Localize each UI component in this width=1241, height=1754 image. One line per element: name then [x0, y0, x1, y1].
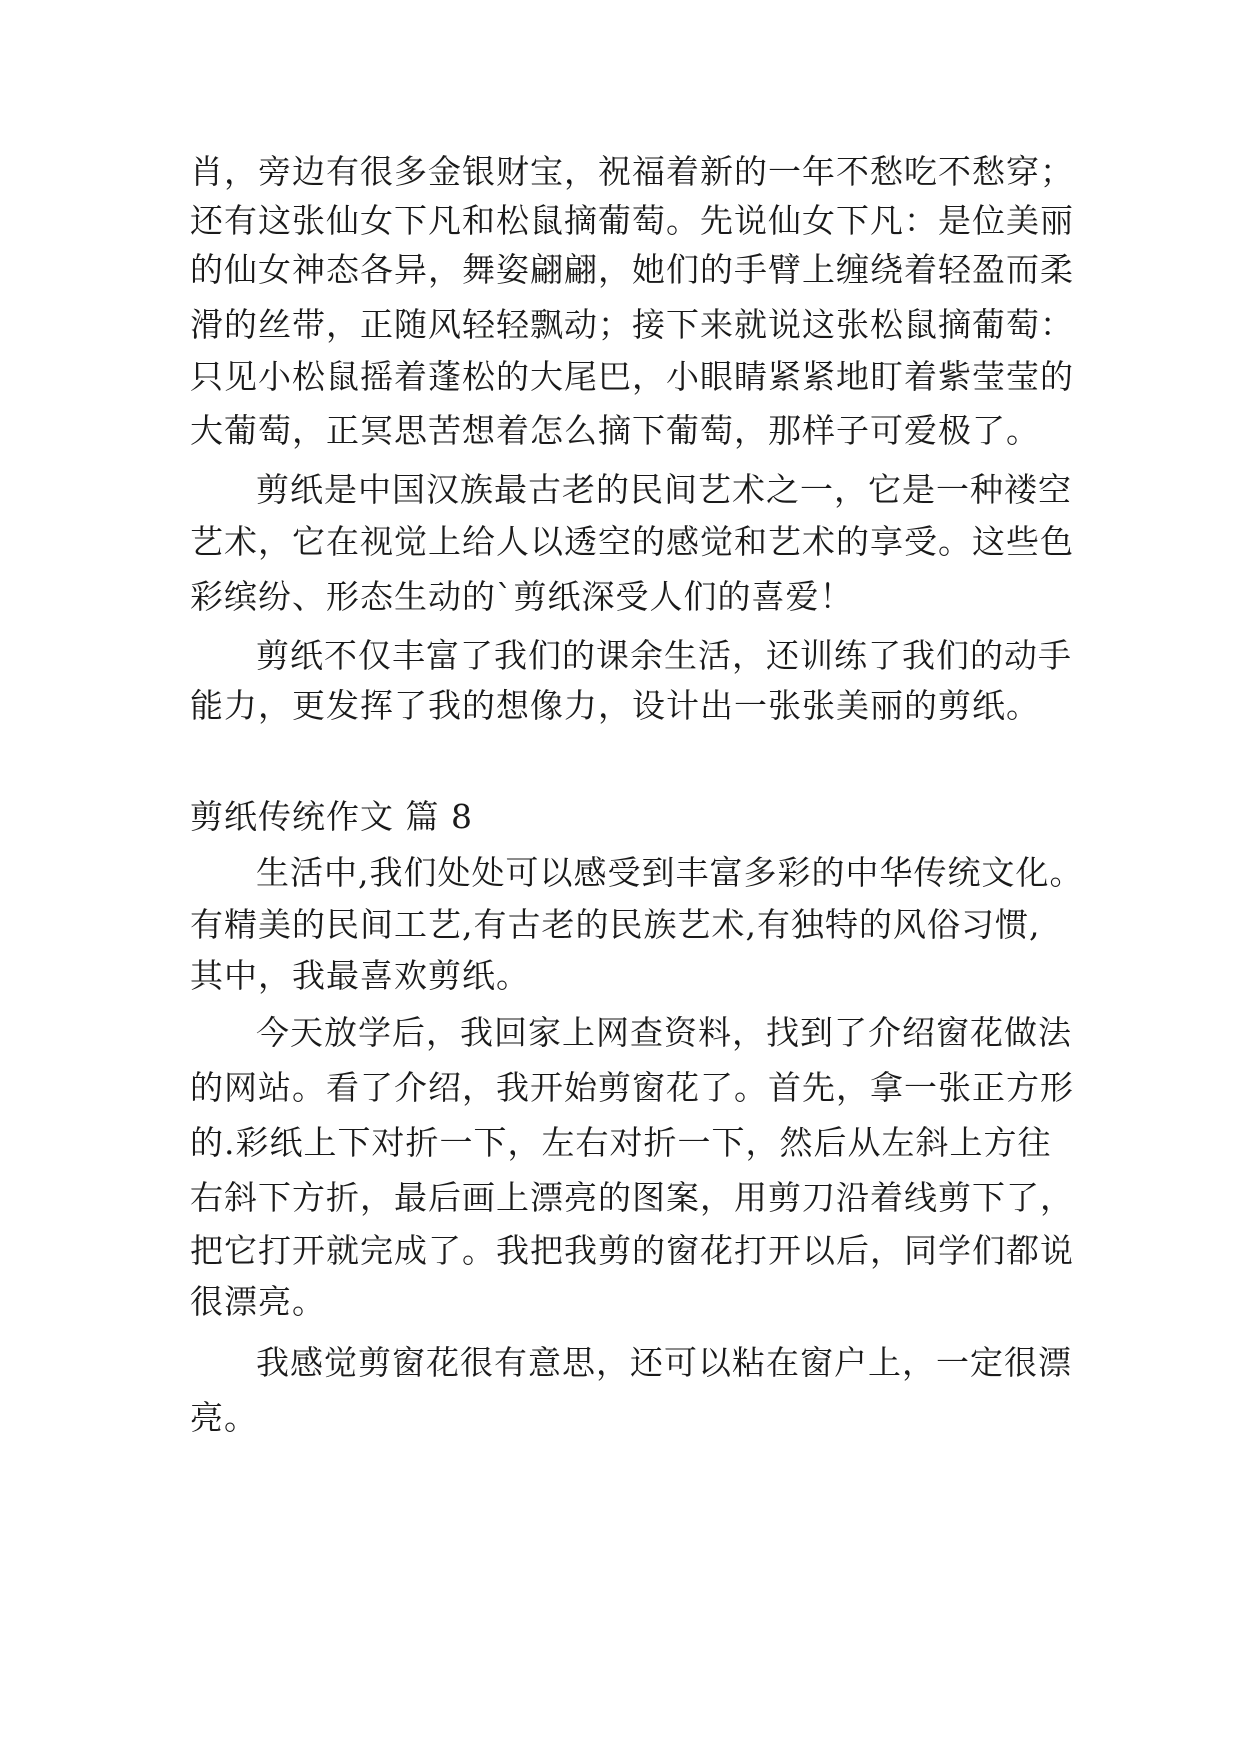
paragraph-line: 右斜下方折，最后画上漂亮的图案，用剪刀沿着线剪下了，: [190, 1178, 1074, 1217]
paragraph-line: 我感觉剪窗花很有意思，还可以粘在窗户上，一定很漂: [256, 1343, 1072, 1382]
paragraph-line: 的仙女神态各异，舞姿翩翩，她们的手臂上缠绕着轻盈而柔: [190, 250, 1074, 289]
paragraph-line: 还有这张仙女下凡和松鼠摘葡萄。先说仙女下凡：是位美丽: [190, 201, 1074, 240]
paragraph-line: 大葡萄，正冥思苦想着怎么摘下葡萄，那样子可爱极了。: [190, 411, 1040, 450]
paragraph-line: 的网站。看了介绍，我开始剪窗花了。首先，拿一张正方形: [190, 1068, 1074, 1107]
paragraph-line: 只见小松鼠摇着蓬松的大尾巴，小眼睛紧紧地盯着紫莹莹的: [190, 357, 1074, 396]
paragraph-line: 其中，我最喜欢剪纸。: [190, 956, 530, 995]
paragraph-line: 亮。: [190, 1398, 258, 1437]
paragraph-line: 的.彩纸上下对折一下，左右对折一下，然后从左斜上方往: [190, 1123, 1052, 1162]
section-title: 剪纸传统作文 篇 8: [190, 797, 473, 836]
paragraph-line: 能力，更发挥了我的想像力，设计出一张张美丽的剪纸。: [190, 686, 1040, 725]
paragraph-line: 剪纸不仅丰富了我们的课余生活，还训练了我们的动手: [256, 636, 1072, 675]
paragraph-line: 很漂亮。: [190, 1282, 326, 1321]
paragraph-line: 有精美的民间工艺,有古老的民族艺术,有独特的风俗习惯,: [190, 905, 1041, 944]
paragraph-line: 生活中,我们处处可以感受到丰富多彩的中华传统文化。: [256, 853, 1084, 892]
paragraph-line: 滑的丝带，正随风轻轻飘动；接下来就说这张松鼠摘葡萄：: [190, 305, 1074, 344]
paragraph-line: 肖，旁边有很多金银财宝，祝福着新的一年不愁吃不愁穿；: [190, 152, 1074, 191]
paragraph-line: 艺术，它在视觉上给人以透空的感觉和艺术的享受。这些色: [190, 522, 1074, 561]
paragraph-line: 今天放学后，我回家上网查资料，找到了介绍窗花做法: [256, 1013, 1072, 1052]
paragraph-line: 剪纸是中国汉族最古老的民间艺术之一，它是一种褛空: [256, 470, 1072, 509]
paragraph-line: 彩缤纷、形态生动的`剪纸深受人们的喜爱！: [190, 577, 854, 616]
paragraph-line: 把它打开就完成了。我把我剪的窗花打开以后，同学们都说: [190, 1231, 1074, 1270]
